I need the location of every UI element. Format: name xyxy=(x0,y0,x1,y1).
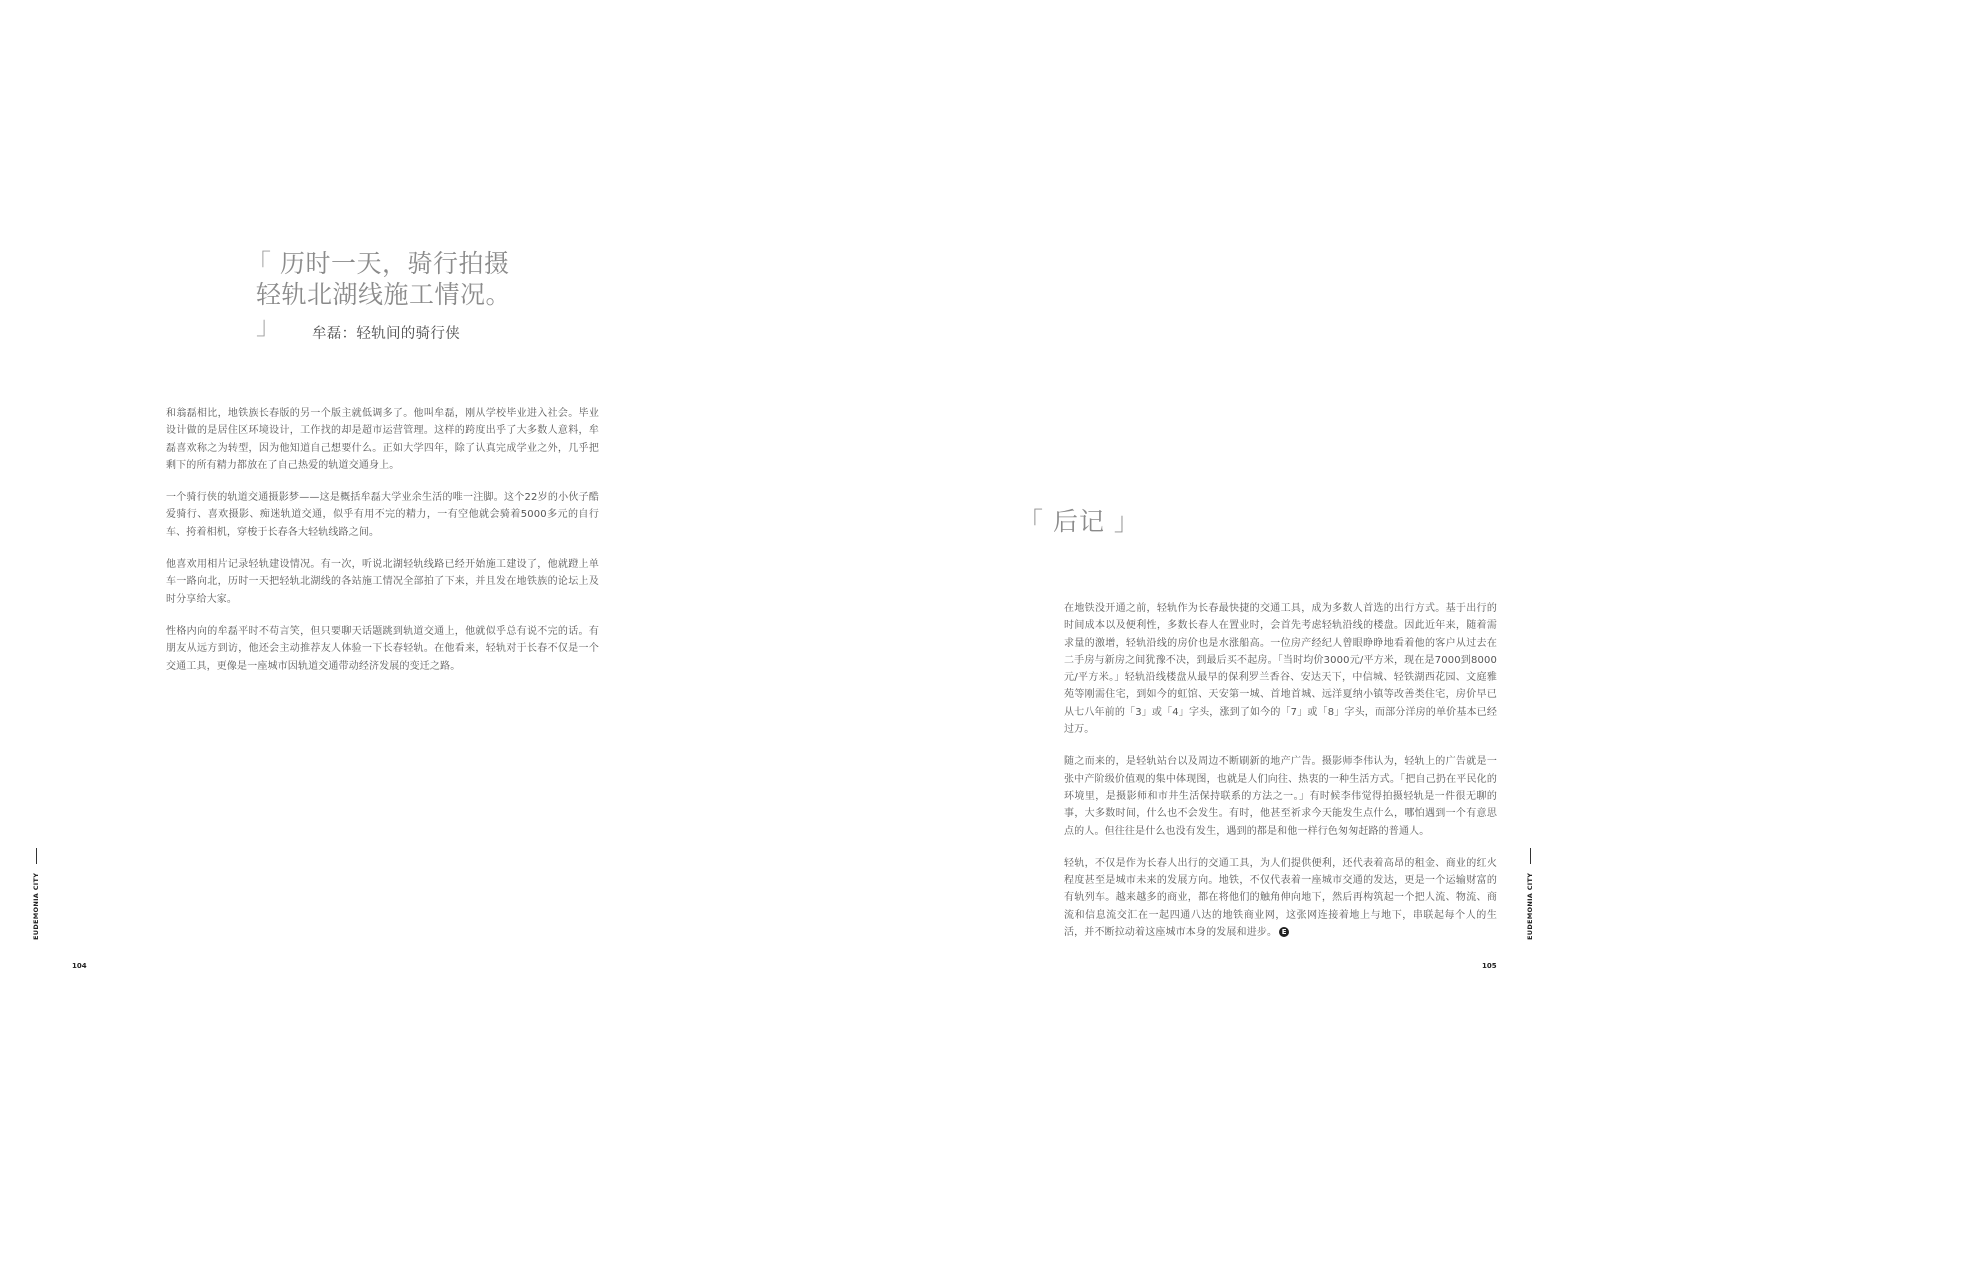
side-label: EUDEMONIA CITY xyxy=(1526,872,1534,940)
close-bracket: 」 xyxy=(256,311,282,340)
left-page xyxy=(0,0,778,1022)
pull-quote-text-2: 轻轨北湖线施工情况。 xyxy=(256,280,512,309)
end-mark-icon: E xyxy=(1279,927,1289,937)
side-rule xyxy=(36,848,37,864)
body-paragraph: 在地铁没开通之前，轻轨作为长春最快捷的交通工具，成为多数人首选的出行方式。基于出行的时间成本以及便利性，多数长春人在置业时，会首先考虑轻轨沿线的楼盘。因此近年来，随着需求量的激增，轻轨沿线的房价也是水涨船高。一位房产经纪人曾眼睁睁地看着他的客户从过去在二手房与新房之间犹豫不决，到最后买不起房。「当时均价3000元/平方米，现在是7000到8000元/平方米。」轻轨沿线楼盘从最早的保利罗兰香谷、安达天下，中信城、轻铁湖西花园、文庭雅苑等刚需住宅，到如今的虹馆、天安第一城、首地首城、远洋夏纳小镇等改善类住宅，房价早已从七八年前的「3」或「4」字头，涨到了如今的「7」或「8」字头，而部分洋房的单价基本已经过万。 xyxy=(1064,603,1497,736)
body-paragraph-text: 轻轨，不仅是作为长春人出行的交通工具，为人们提供便利，还代表着高昂的租金、商业的红火程度甚至是城市未来的发展方向。地铁，不仅代表着一座城市交通的发达，更是一个运输财富的有轨列车。越来越多的商业，都在将他们的触角伸向地下，然后再构筑起一个把人流、物流、商流和信息流交汇在一起四通八达的地铁商业网，这张网连接着地上与地下，串联起每个人的生活，并不断拉动着这座城市本身的发展和进步。 xyxy=(1064,857,1497,939)
body-paragraph: 一个骑行侠的轨道交通摄影梦——这是概括牟磊大学业余生活的唯一注脚。这个22岁的小伙子酷爱骑行、喜欢摄影、痴迷轨道交通，似乎有用不完的精力，一有空他就会骑着5000多元的自行车、挎着相机，穿梭于长春各大轻轨线路之间。 xyxy=(166,492,599,538)
side-label: EUDEMONIA CITY xyxy=(32,872,40,940)
page-number: 105 xyxy=(1482,962,1497,970)
page-number: 104 xyxy=(72,962,87,970)
body-paragraph: 性格内向的牟磊平时不苟言笑，但只要聊天话题跳到轨道交通上，他就似乎总有说不完的话。有朋友从远方到访，他还会主动推荐友人体验一下长春轻轨。在他看来，轻轨对于长春不仅是一个交通工具，更像是一座城市因轨道交通带动经济发展的变迁之路。 xyxy=(166,625,599,672)
body-paragraph: 和翁磊相比，地铁族长春版的另一个版主就低调多了。他叫牟磊，刚从学校毕业进入社会。毕业设计做的是居住区环境设计，工作找的却是超市运营管理。这样的跨度出乎了大多数人意料，牟磊喜欢称之为转型，因为他知道自己想要什么。正如大学四年，除了认真完成学业之外，几乎把剩下的所有精力都放在了自己热爱的轨道交通身上。 xyxy=(166,408,599,471)
body-paragraph: 他喜欢用相片记录轻轨建设情况。有一次，听说北湖轻轨线路已经开始施工建设了，他就蹬上单车一路向北，历时一天把轻轨北湖线的各站施工情况全部拍了下来，并且发在地铁族的论坛上及时分享给大家。 xyxy=(166,559,599,605)
article-subtitle: 牟磊：轻轨间的骑行侠 xyxy=(312,326,460,342)
side-rule xyxy=(1530,848,1531,864)
left-body-column xyxy=(166,405,599,690)
body-paragraph: 随之而来的，是轻轨站台以及周边不断刷新的地产广告。摄影师李伟认为，轻轨上的广告就是一张中产阶级价值观的集中体现图，也就是人们向往、热衷的一种生活方式。「把自己扔在平民化的环境里，是摄影师和市井生活保持联系的方法之一。」有时候李伟觉得拍摄轻轨是一件很无聊的事，大多数时间，什么也不会发生。有时，他甚至祈求今天能发生点什么，哪怕遇到一个有意思点的人。但往往是什么也没有发生，遇到的都是和他一样行色匆匆赶路的普通人。 xyxy=(1064,756,1497,837)
pull-quote-text-1: 历时一天，骑行拍摄 xyxy=(279,249,510,278)
section-heading: 「 后记 」 xyxy=(1018,507,1140,536)
open-bracket: 「 xyxy=(246,249,272,278)
right-body-column xyxy=(1064,600,1497,956)
body-paragraph xyxy=(1064,855,1497,941)
pull-quote-line-1 xyxy=(246,248,536,279)
